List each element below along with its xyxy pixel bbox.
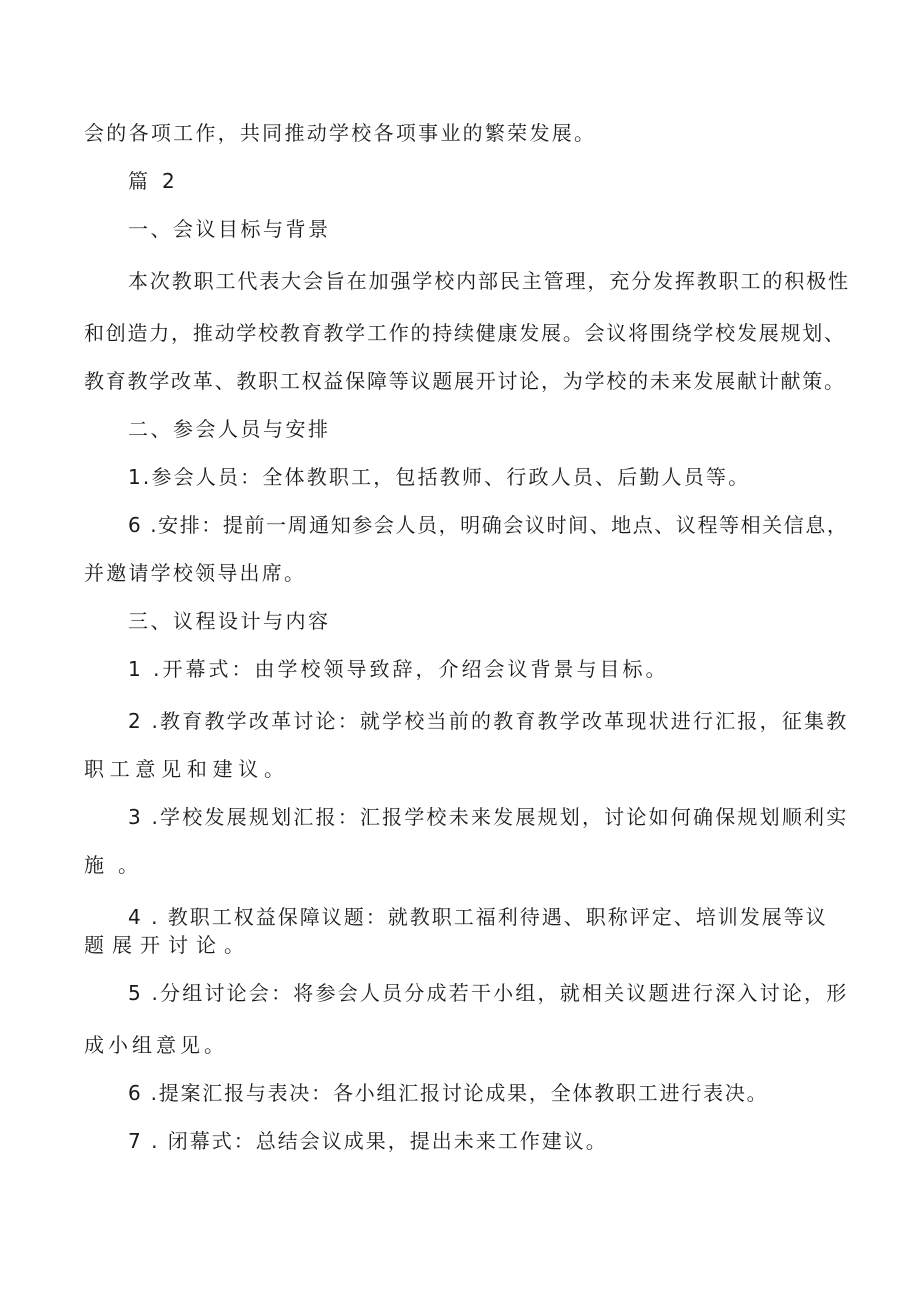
list-item-continuation: 施。 — [84, 853, 152, 877]
heading-1: 一、会议目标与背景 — [128, 217, 331, 241]
list-item: 4 . 教职工权益保障议题：就教职工福利待遇、职称评定、培训发展等议 — [128, 905, 828, 929]
list-item-continuation: 职工意见和建议。 — [84, 757, 290, 781]
list-item: 6 .安排：提前一周通知参会人员，明确会议时间、地点、议程等相关信息， — [128, 513, 849, 537]
list-item: 1 .开幕式：由学校领导致辞，介绍会议背景与目标。 — [128, 657, 669, 681]
list-item: 3 .学校发展规划汇报：汇报学校未来发展规划，讨论如何确保规划顺利实 — [128, 805, 849, 829]
list-item: 6 .提案汇报与表决：各小组汇报讨论成果，全体教职工进行表决。 — [128, 1081, 769, 1105]
paragraph-continuation: 会的各项工作，共同推动学校各项事业的繁荣发展。 — [84, 121, 597, 145]
list-item: 2 .教育教学改革讨论：就学校当前的教育教学改革现状进行汇报，征集教 — [128, 709, 849, 733]
heading-3: 三、议程设计与内容 — [128, 609, 331, 633]
paragraph-line: 和创造力，推动学校教育教学工作的持续健康发展。会议将围绕学校发展规划、 — [84, 321, 846, 345]
list-item: 5 .分组讨论会：将参会人员分成若干小组，就相关议题进行深入讨论，形 — [128, 981, 849, 1005]
heading-2: 二、参会人员与安排 — [128, 417, 331, 441]
list-item: 1.参会人员：全体教职工，包括教师、行政人员、后勤人员等。 — [128, 465, 751, 489]
list-item-continuation: 成小组意见。 — [84, 1033, 228, 1057]
section-title: 篇2 — [128, 169, 189, 193]
paragraph-line: 教育教学改革、教职工权益保障等议题展开讨论，为学校的未来发展献计献策。 — [84, 369, 846, 393]
list-item-continuation: 并邀请学校领导出席。 — [84, 561, 307, 585]
list-item: 7 . 闭幕式：总结会议成果，提出未来工作建议。 — [128, 1129, 608, 1153]
list-item-continuation: 题展开讨论。 — [84, 933, 252, 957]
paragraph-line: 本次教职工代表大会旨在加强学校内部民主管理，充分发挥教职工的积极性 — [128, 269, 850, 293]
